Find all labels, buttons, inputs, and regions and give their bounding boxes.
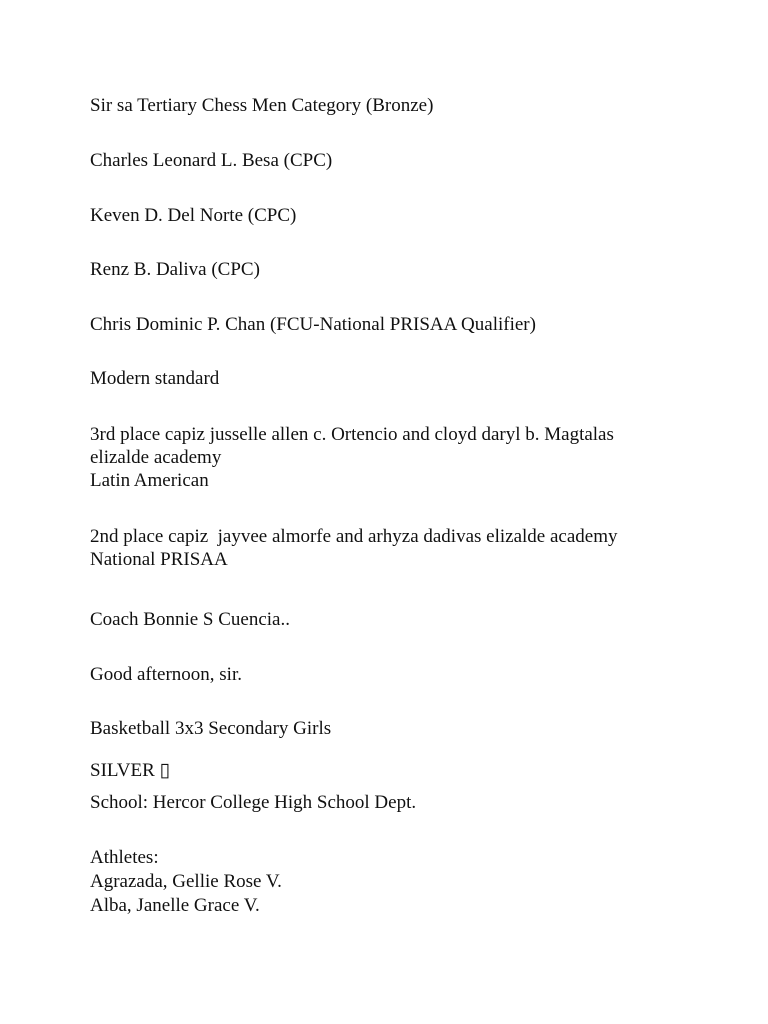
paragraph-athlete-daliva: Renz B. Daliva (CPC) [90, 259, 260, 280]
paragraph-athlete-agrazada: Agrazada, Gellie Rose V. [90, 871, 282, 892]
paragraph-athlete-alba: Alba, Janelle Grace V. [90, 895, 260, 916]
paragraph-basketball-heading: Basketball 3x3 Secondary Girls [90, 718, 332, 739]
paragraph-athlete-besa: Charles Leonard L. Besa (CPC) [90, 150, 333, 171]
paragraph-athletes-label: Athletes: [90, 847, 159, 868]
paragraph-athlete-del-norte: Keven D. Del Norte (CPC) [90, 205, 297, 226]
paragraph-third-place-line-2: elizalde academy [90, 447, 222, 468]
paragraph-greeting: Good afternoon, sir. [90, 664, 242, 685]
paragraph-third-place-line-1: 3rd place capiz jusselle allen c. Ortencio and cloyd daryl b. Magtalas [90, 424, 614, 445]
paragraph-latin-american: Latin American [90, 470, 209, 491]
paragraph-modern-standard: Modern standard [90, 368, 220, 389]
paragraph-second-place: 2nd place capiz jayvee almorfe and arhyza dadivas elizalde academy [90, 526, 618, 547]
paragraph-school: School: Hercor College High School Dept. [90, 792, 417, 813]
paragraph-athlete-chan: Chris Dominic P. Chan (FCU-National PRISAA Qualifier) [90, 314, 536, 335]
paragraph-silver: SILVER ▯ [90, 760, 170, 781]
paragraph-national-prisaa: National PRISAA [90, 549, 228, 570]
paragraph-chess-heading: Sir sa Tertiary Chess Men Category (Bronze) [90, 95, 434, 116]
paragraph-coach: Coach Bonnie S Cuencia.. [90, 609, 290, 630]
